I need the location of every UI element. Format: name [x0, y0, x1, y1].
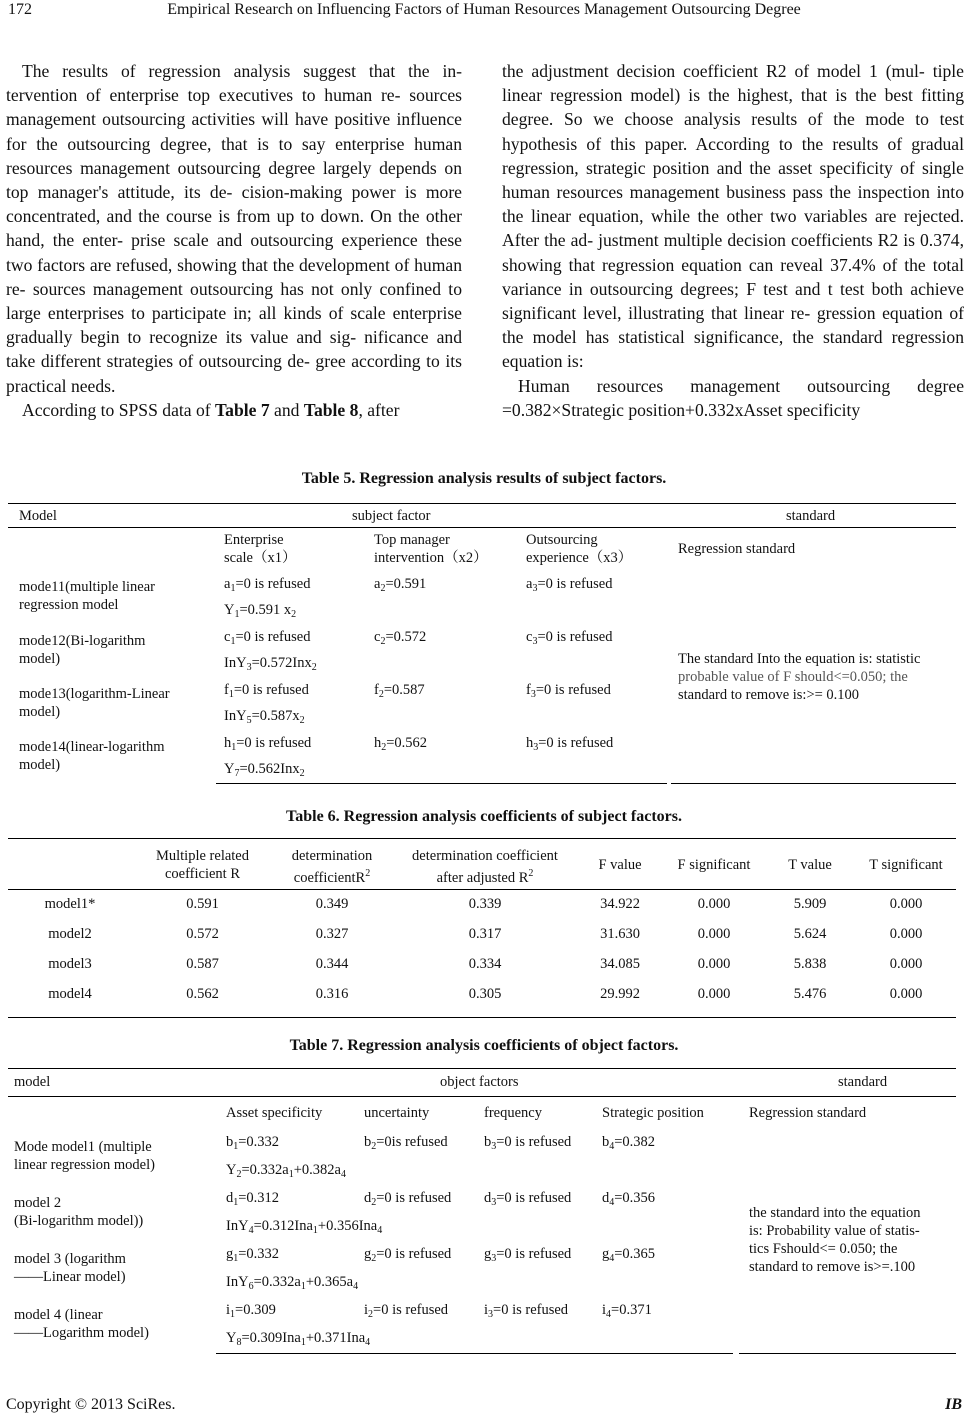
table5-cell: $c_2=0.572$ [374, 629, 427, 647]
table7-col-std: Regression standard [749, 1105, 867, 1121]
col-label: intervention（x2） [374, 550, 488, 566]
table7-equation: $Y_2=0.332a_1+0.382a_4$ [226, 1162, 346, 1180]
table6-header: determination coefficient after adjusted $R^2$ [412, 848, 558, 886]
table7-cell: $d_1=0.312$ [226, 1190, 280, 1208]
table6-cell: 0.000 [889, 986, 923, 1002]
table7-header-model: model [14, 1074, 51, 1090]
running-title: Empirical Research on Influencing Factors of Human Resources Management Outsourcing Degree [167, 1, 801, 18]
table7-cell: $d_4=0.356$ [602, 1190, 656, 1208]
note-line: The standard Into the equation is: statistic [678, 651, 921, 667]
table6-caption: Table 6. Regression analysis coefficients of subject factors. [286, 808, 682, 825]
table5-equation: $Y_7=0.562Inx_2$ [224, 761, 305, 779]
table5-standard-note [678, 650, 948, 704]
rule [8, 1017, 956, 1018]
journal-abbrev: IB [945, 1396, 962, 1413]
table7-cell: $d_3=0$ is refused [484, 1190, 572, 1208]
table7-row4-name: model 4 (linear ——Logarithm model) [14, 1307, 149, 1341]
table7-equation: $Y_8=0.309Ina_1+0.371Ina_4$ [226, 1330, 371, 1348]
table6-header: F significant [677, 857, 751, 873]
table6-row-label: model3 [48, 956, 92, 972]
rule [216, 1353, 733, 1354]
table7-equation: $InY_6=0.332a_1+0.365a_4$ [226, 1274, 359, 1292]
table-reference: Table 8 [303, 399, 359, 420]
table5-row1-name [19, 578, 155, 614]
table6-cell: 0.000 [697, 926, 731, 942]
row-label: mode13(logarithm-Linear [19, 686, 170, 702]
table7-cell: $i_2=0$ is refused [364, 1302, 449, 1320]
rule [739, 1353, 956, 1354]
table6-cell: 31.630 [600, 926, 640, 942]
table7-cell: $b_4=0.382$ [602, 1134, 656, 1152]
table7-col-a4: Strategic position [602, 1105, 704, 1121]
table7-cell: $g_1=0.332$ [226, 1246, 280, 1264]
table5-cell: $h_3=0$ is refused [526, 735, 614, 753]
table6-cell: 0.591 [186, 896, 219, 912]
row-label: mode11(multiple linear [19, 579, 155, 595]
table7-equation: InY$_4$=0.312Ina$_1$+0.356Ina$_4$ [226, 1218, 383, 1236]
table5-cell: $h_2=0.562$ [374, 735, 428, 753]
table6-cell: 34.085 [600, 956, 640, 972]
rule [8, 1068, 956, 1069]
table5-col-std: Regression standard [678, 541, 796, 557]
table5-row4-name [19, 738, 164, 774]
body-column-left [6, 59, 462, 422]
col-label: scale（x1） [224, 550, 297, 566]
table6-cell: 0.000 [697, 896, 731, 912]
table-reference: Table 7 [215, 399, 270, 420]
rule [8, 838, 956, 839]
table7-header-factor: object factors [440, 1074, 519, 1090]
copyright: Copyright © 2013 SciRes. [6, 1396, 176, 1413]
row-label: mode14(linear-logarithm [19, 739, 165, 755]
table6-cell: 5.476 [793, 986, 827, 1002]
table7-row1-name: Mode model1 (multiple linear regression model) [14, 1139, 155, 1173]
table5-row2-name [19, 632, 145, 668]
table6-cell: 5.624 [793, 926, 827, 942]
table6-cell: 0.000 [697, 986, 731, 1002]
table6-row-label: model4 [48, 986, 92, 1002]
table6-cell: 0.317 [468, 926, 502, 942]
table7-row3-name: model 3 (logarithm ——Linear model) [14, 1251, 126, 1285]
table5-cell: $a_1=0$ is refused [224, 576, 311, 594]
paragraph: the adjustment decision coefficient R2 of model 1 (mul- tiple linear regression model) is the highest, that is the best fitting degree. So we choose analysis results of the mode to test hypothesis of this paper. According to the results of gradual regression, strategic position and the asset specificity of single human resources management business pass the inspection into the linear equation, while the other two variables are rejected. After the ad- justment multiple decision coefficients R2 is 0.374, showing that regression equation can reveal 37.4% of the total variance in outsourcing degrees; F test and t test both achieve significant level, illustrating that linear re- gression equation of the model has statistical significance, the standard regression equation is: [502, 61, 964, 372]
rule [216, 783, 667, 784]
table6-cell: 0.572 [186, 926, 219, 942]
table6-cell: 0.339 [468, 896, 502, 912]
rule [8, 1096, 956, 1097]
table6-header: F value [598, 857, 642, 873]
row-label: mode12(Bi-logarithm [19, 633, 146, 649]
table5-caption: Table 5. Regression analysis results of subject factors. [301, 470, 667, 487]
table7-row2-name: model 2 (Bi-logarithm model)) [14, 1195, 144, 1229]
row-label: regression model [19, 597, 119, 613]
col-label: Enterprise [224, 532, 284, 548]
table6-cell: 34.922 [600, 896, 640, 912]
table5-header-standard: standard [786, 508, 836, 524]
table6-cell: 29.992 [600, 986, 640, 1002]
table7-col-a2: uncertainty [364, 1105, 430, 1121]
table5-equation: InY$_3$=0.572Inx$_2$ [224, 655, 317, 673]
text-run: , after [358, 399, 400, 420]
table6-cell: 0.587 [186, 956, 219, 972]
table6-cell: 0.000 [889, 896, 923, 912]
table6-cell: 0.562 [186, 986, 219, 1002]
table7-col-a3: frequency [484, 1105, 542, 1121]
text-run: According to SPSS data of [22, 399, 216, 420]
table7-cell: $g_2=0$ is refused [364, 1246, 452, 1264]
table6-row-label: model1* [44, 896, 96, 912]
table7-standard-note: the standard into the equation is: Probability value of statis- tics Fshould<= 0.050; the standard to remove is>=.100 [749, 1205, 921, 1275]
running-header [0, 0, 968, 24]
table6-cell: 5.838 [793, 956, 827, 972]
table6-header: T significant [869, 857, 943, 873]
table5-equation: $Y_1=0.591$ $x_2$ [224, 602, 297, 620]
table7-cell: $g_3=0$ is refused [484, 1246, 572, 1264]
table5-cell: $f_1=0$ is refused [224, 682, 309, 700]
table7-cell: $b_1=0.332$ [226, 1134, 280, 1152]
table7-cell: $b_3=0$ is refused [484, 1134, 572, 1152]
table6-cell: 0.305 [468, 986, 502, 1002]
text-run: and [269, 399, 304, 420]
rule [8, 503, 956, 504]
table6-cell: 0.349 [315, 896, 349, 912]
table7-cell: $g_4=0.365$ [602, 1246, 656, 1264]
table5-cell: $a_2=0.591$ [374, 576, 427, 594]
row-label: model) [19, 757, 61, 773]
note-line: probable value of F should<=0.050; the [678, 669, 908, 685]
table7-cell: $i_1=0.309$ [226, 1302, 276, 1320]
page-number: 172 [8, 1, 32, 18]
table5-col-x3 [526, 531, 632, 567]
table7-cell: $d_2=0$ is refused [364, 1190, 452, 1208]
paragraph: The results of regression analysis suggest that the in- tervention of enterprise top executives to human re- sources management outsourcing activities will have positive influence for the outsourcing degree, that is to say enterprise human resources management outsourcing degree largely depends on top manager's attitude, its de- cision-making power is more concentrated, and the course is from up to down. On the other hand, the enter- prise scale and outsourcing experience these two factors are refused, showing that the development of human re- sources management outsourcing has not only confined to large enterprises to participate in; all kinds of scale enterprise gradually begin to recognize its value and sig- nificance and take different strategies of outsourcing de- gree according to its practical needs. [6, 61, 462, 396]
rule [8, 527, 956, 528]
table6-cell: 5.909 [793, 896, 827, 912]
table6-cell: 0.344 [315, 956, 349, 972]
table5-cell: $f_3=0$ is refused [526, 682, 611, 700]
col-label: experience（x3） [526, 550, 633, 566]
body-column-right [502, 59, 964, 422]
table6-cell: 0.334 [468, 956, 502, 972]
row-label: model) [19, 651, 61, 667]
table6-cell: 0.000 [889, 956, 923, 972]
regression-equation: Human resources management outsourcing degree =0.382×Strategic position+0.332xAsset specificity [502, 375, 964, 420]
table6-cell: 0.000 [697, 956, 731, 972]
table5-row3-name [19, 685, 170, 721]
note-line: standard to remove is:>= 0.100 [678, 687, 860, 703]
table5-col-x2 [374, 531, 488, 567]
table6-cell: 0.316 [315, 986, 349, 1002]
table5-equation: $InY_5=0.587x_2$ [224, 708, 305, 726]
table7-cell: $i_3=0$ is refused [484, 1302, 569, 1320]
table5-cell: $f_2=0.587$ [374, 682, 425, 700]
table6-cell: 0.327 [315, 926, 349, 942]
table7-cell: $b_2=0is$ refused [364, 1134, 448, 1152]
table6-row-label: model2 [48, 926, 92, 942]
table7-cell: $i_4=0.371$ [602, 1302, 652, 1320]
col-label: Top manager [374, 532, 450, 548]
table5-cell: $c_3=0$ is refused [526, 629, 613, 647]
table5-cell: $h_1=0$ is refused [224, 735, 312, 753]
table6-cell: 0.000 [889, 926, 923, 942]
table7-header-standard: standard [838, 1074, 888, 1090]
row-label: model) [19, 704, 61, 720]
rule [671, 783, 956, 784]
table6-header: T value [788, 857, 832, 873]
table5-header-factor: subject factor [352, 508, 431, 524]
paragraph [6, 398, 462, 422]
table5-header-model: Model [19, 508, 57, 524]
table5-col-x1 [224, 531, 296, 567]
table6-header: Multiple related coefficient R [155, 848, 249, 882]
table5-cell: $a_3=0$ is refused [526, 576, 613, 594]
col-label: Outsourcing [526, 532, 598, 548]
rule [8, 889, 956, 890]
table5-cell: $c_1=0$ is refused [224, 629, 311, 647]
table6-header: determination coefficientR$^2$ [291, 848, 373, 886]
table7-col-a1: Asset specificity [226, 1105, 323, 1121]
table7-caption: Table 7. Regression analysis coefficients of object factors. [289, 1037, 679, 1054]
